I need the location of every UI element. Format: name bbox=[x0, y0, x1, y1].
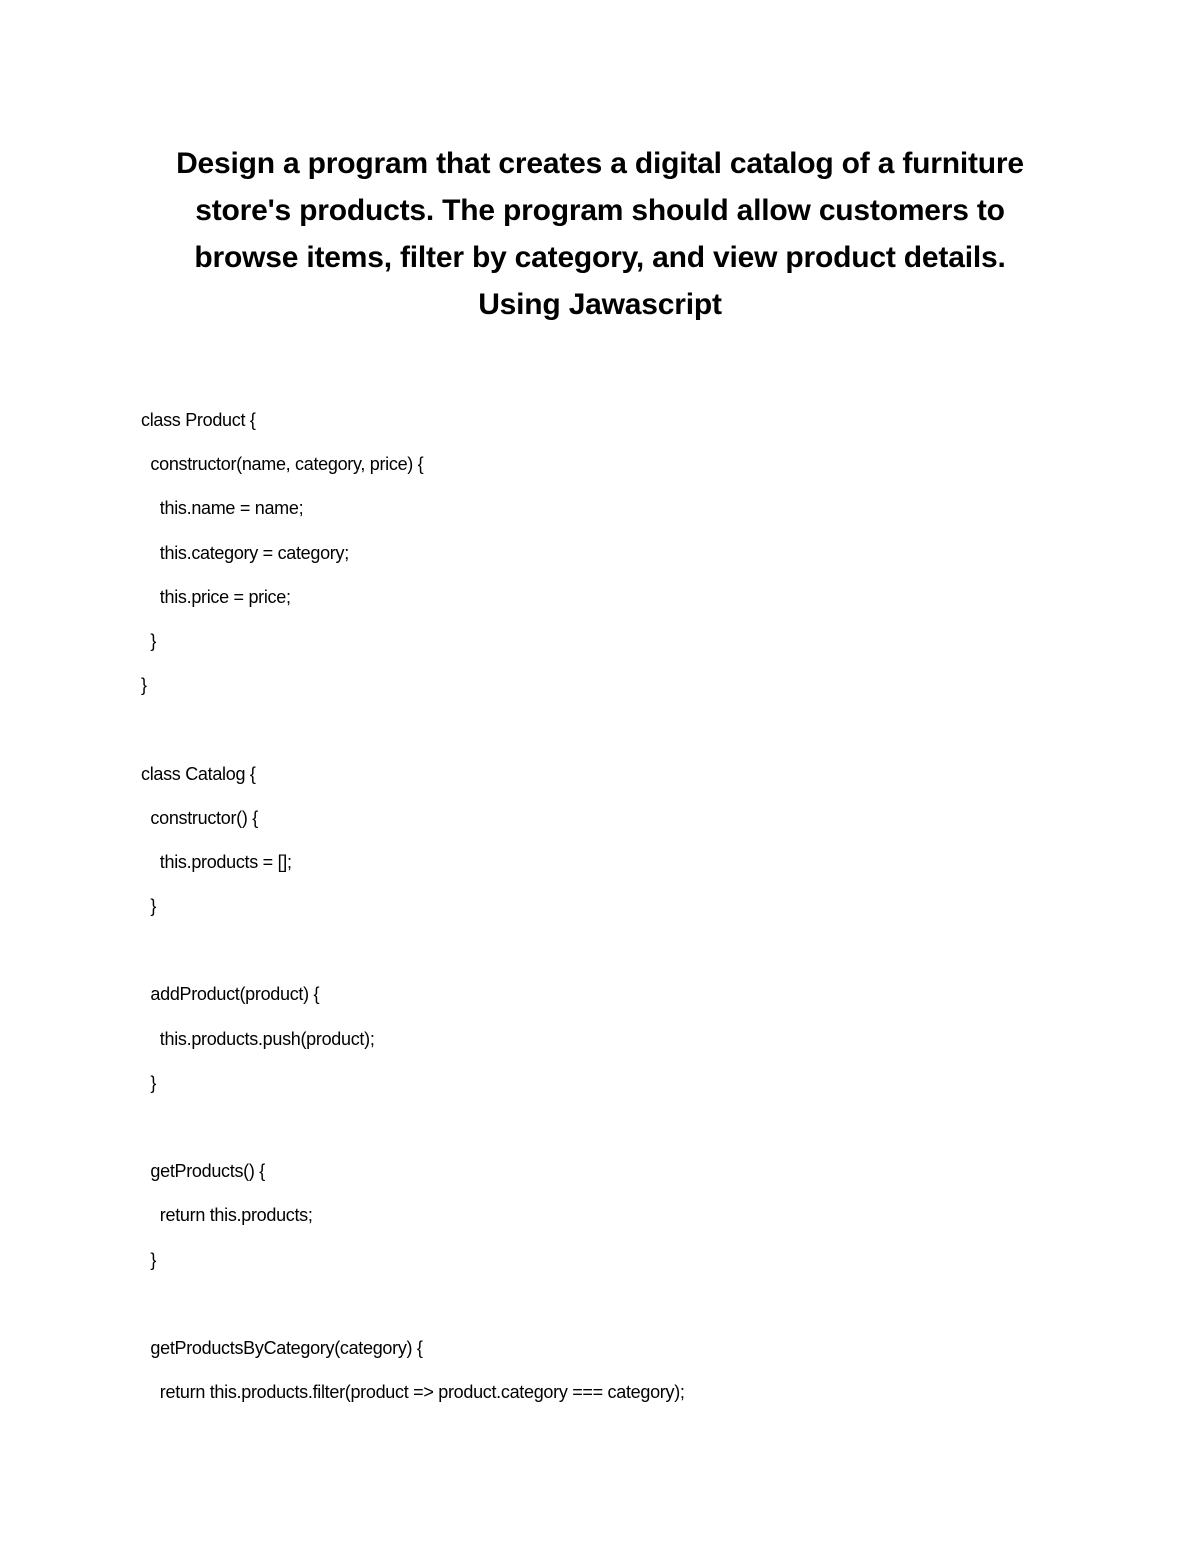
document-title bbox=[120, 140, 1080, 328]
code-line: class Product { bbox=[141, 410, 256, 430]
code-line: addProduct(product) { bbox=[141, 984, 320, 1005]
code-line: this.products = []; bbox=[141, 851, 292, 872]
code-line: getProductsByCategory(category) { bbox=[141, 1337, 423, 1358]
code-listing bbox=[141, 398, 685, 1414]
code-line: this.price = price; bbox=[141, 586, 291, 607]
code-line: constructor(name, category, price) { bbox=[141, 454, 424, 475]
code-line: } bbox=[141, 1249, 157, 1270]
title-line: browse items, filter by category, and view product details. bbox=[194, 241, 1006, 274]
code-line: this.name = name; bbox=[141, 498, 304, 519]
code-line: } bbox=[141, 896, 157, 917]
code-line bbox=[141, 1105, 685, 1149]
code-line: constructor() { bbox=[141, 807, 258, 828]
code-line bbox=[141, 707, 685, 751]
code-line: this.products.push(product); bbox=[141, 1028, 375, 1049]
title-line: Using Jawascript bbox=[478, 288, 722, 321]
code-line: getProducts() { bbox=[141, 1161, 265, 1182]
code-line bbox=[141, 1282, 685, 1326]
code-line: return this.products.filter(product => product.category === category); bbox=[141, 1382, 685, 1403]
code-line bbox=[141, 928, 685, 972]
title-line: store's products. The program should allow customers to bbox=[195, 194, 1005, 227]
code-line: class Catalog { bbox=[141, 763, 256, 784]
code-line: } bbox=[141, 1072, 157, 1093]
code-line: } bbox=[141, 630, 157, 651]
code-line: this.category = category; bbox=[141, 542, 349, 563]
title-line: Design a program that creates a digital catalog of a furniture bbox=[176, 147, 1024, 180]
code-line: return this.products; bbox=[141, 1205, 313, 1226]
code-line: } bbox=[141, 675, 147, 696]
